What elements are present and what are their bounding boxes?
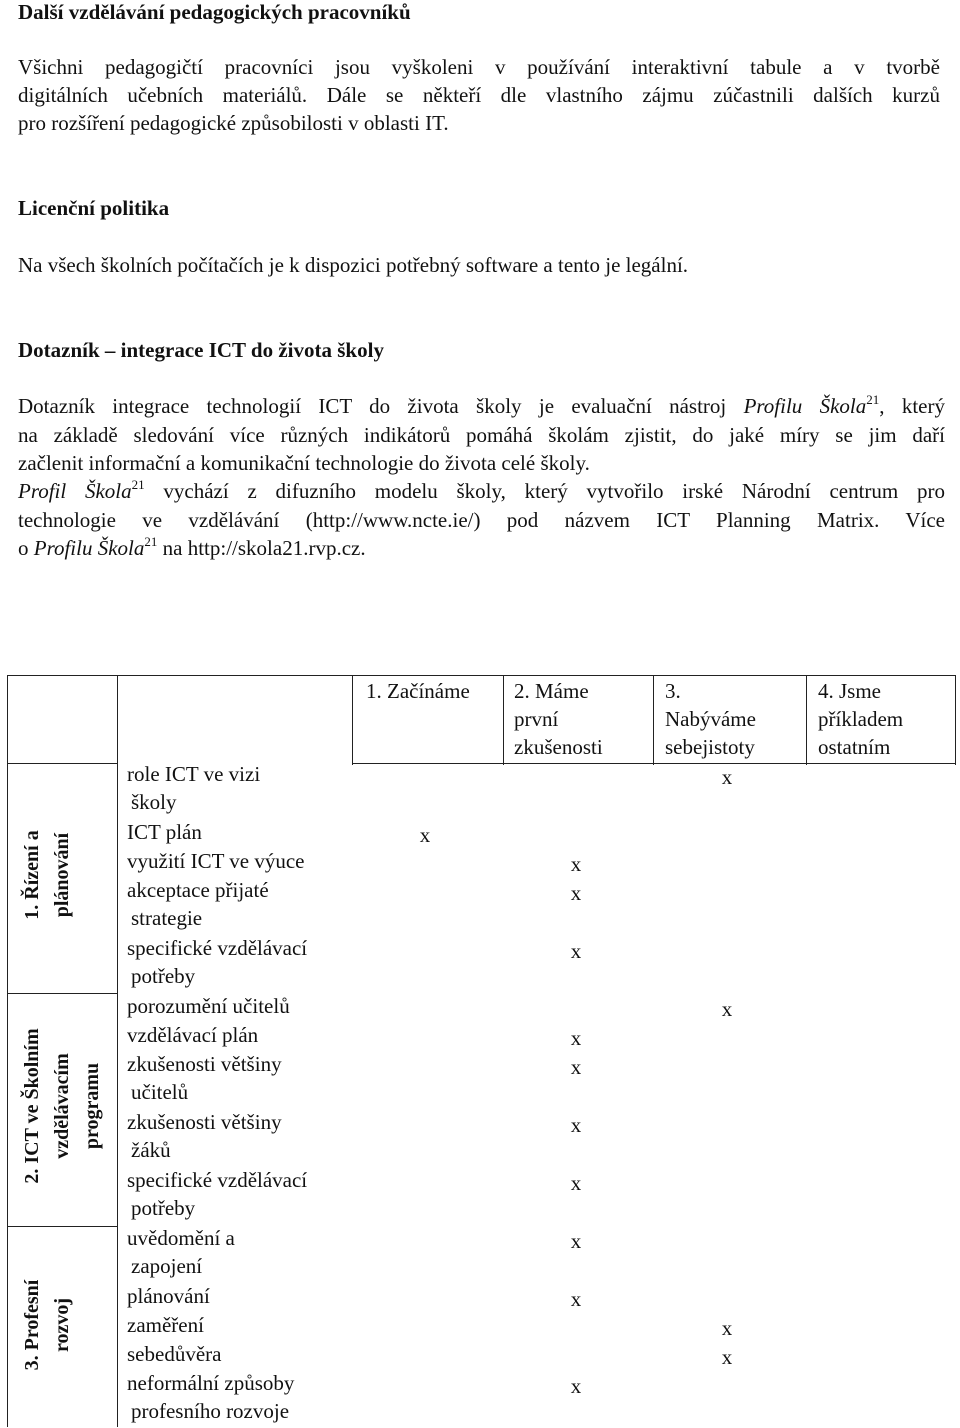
training-text-line1: Všichni pedagogičtí pracovníci jsou vyškoleni v používání interaktivní tabule a v tvorbě: [18, 55, 940, 79]
table-col-divider-4: [806, 675, 807, 765]
stage-4-label-l3: ostatním: [818, 735, 891, 759]
area-3-line2: rozvoj: [51, 1297, 73, 1353]
stage-2-label-l1: 2. Máme: [514, 679, 589, 703]
criterion-line: specifické vzdělávací: [127, 1168, 308, 1192]
area-3-line1: 3. Profesní: [21, 1279, 43, 1371]
stage-3-label-l1: 3.: [665, 679, 681, 703]
stage-mark: x: [419, 823, 431, 847]
training-text-line3: pro rozšíření pedagogické způsobilosti v oblasti IT.: [18, 111, 449, 135]
questionnaire-p1-line2: na základě sledování více různých indikátorů pomáhá školám zjistit, do jaké míry se jim daří: [18, 423, 945, 447]
criterion-line: zkušenosti většiny: [127, 1110, 282, 1134]
profile-name-3: Profilu Škola: [33, 536, 145, 560]
area-2-line3: programu: [81, 1062, 103, 1150]
stage-mark: x: [570, 881, 582, 905]
stage-mark: x: [570, 1374, 582, 1398]
criterion-line: plánování: [127, 1284, 210, 1308]
training-text-line2: digitálních učebních materiálů. Dále se někteří dle vlastního zájmu zúčastnili dalších kurzů: [18, 83, 940, 107]
table-stage-divider: [352, 763, 956, 764]
criterion-line: neformální způsoby: [127, 1371, 295, 1395]
criterion-line: žáků: [131, 1138, 171, 1162]
stage-mark: x: [721, 765, 733, 789]
table-col-divider-2: [503, 675, 504, 765]
table-row: [127, 847, 305, 875]
area-2-line1: 2. ICT ve Školním: [21, 1028, 43, 1184]
criterion-line: potřeby: [131, 964, 196, 988]
questionnaire-p1-line1-a: Dotazník integrace technologií ICT do života školy je evaluační nástroj: [18, 394, 744, 418]
stage-header-4: [818, 677, 903, 761]
criterion-line: školy: [131, 790, 177, 814]
table-row: [127, 1108, 282, 1164]
table-row: [127, 1021, 258, 1049]
criterion-line: role ICT ve vizi: [127, 762, 261, 786]
area-1-line1: 1. Řízení a: [21, 830, 43, 920]
stage-mark: x: [570, 1171, 582, 1195]
questionnaire-p2-line2: technologie ve vzdělávání (http://www.ncte.ie/) pod názvem ICT Planning Matrix. Více: [18, 508, 945, 532]
stage-mark: x: [570, 1287, 582, 1311]
licensing-text: Na všech školních počítačích je k dispozici potřebný software a tento je legální.: [18, 253, 689, 277]
table-row: [127, 1311, 204, 1339]
profile-name: Profilu Škola: [743, 394, 867, 418]
criterion-line: potřeby: [131, 1196, 196, 1220]
questionnaire-p1-line1-b: , který: [879, 394, 945, 418]
stage-1-label: 1. Začínáme: [366, 679, 470, 703]
stage-mark: x: [570, 1229, 582, 1253]
stage-mark: x: [570, 939, 582, 963]
area-label-3: [17, 1230, 77, 1420]
criterion-line: vzdělávací plán: [127, 1023, 259, 1047]
questionnaire-p2-line3-a: o: [18, 536, 34, 560]
criterion-line: zaměření: [127, 1313, 204, 1337]
table-row: [127, 1224, 235, 1280]
criterion-line: akceptace přijaté: [127, 878, 269, 902]
table-row: [127, 992, 290, 1020]
stage-header-3: [665, 677, 756, 761]
table-row: [127, 760, 260, 816]
table-col-divider-1: [352, 675, 353, 765]
stage-4-label-l1: 4. Jsme: [818, 679, 881, 703]
stage-mark: x: [570, 1113, 582, 1137]
stage-mark: x: [570, 1026, 582, 1050]
table-row: [127, 1050, 282, 1106]
stage-header-1: [366, 677, 470, 705]
questionnaire-p2-line1-b: vychází z difuzního modelu školy, který vytvořilo irské Národní centrum pro: [144, 479, 945, 503]
profile-sup-2: 21: [131, 477, 145, 492]
questionnaire-p1-line3: začlenit informační a komunikační technologie do života celé školy.: [18, 451, 590, 475]
table-border-area-criteria: [117, 675, 118, 1427]
stage-mark: x: [721, 1345, 733, 1369]
table-row: [127, 1166, 307, 1222]
heading-training: Další vzdělávání pedagogických pracovníků: [18, 0, 411, 24]
table-border-left: [7, 675, 8, 1427]
table-row: [127, 818, 202, 846]
stage-2-label-l3: zkušenosti: [514, 735, 603, 759]
criterion-line: profesního rozvoje: [131, 1399, 290, 1423]
area-2-line2: vzdělávacím: [51, 1053, 73, 1159]
profile-sup-3: 21: [144, 534, 158, 549]
table-area-divider-2: [7, 1226, 117, 1227]
stage-header-2: [514, 677, 603, 761]
criterion-line: zkušenosti většiny: [127, 1052, 282, 1076]
criterion-line: strategie: [131, 906, 203, 930]
criterion-line: porozumění učitelů: [127, 994, 290, 1018]
heading-questionnaire: Dotazník – integrace ICT do života školy: [18, 338, 384, 362]
table-border-top: [7, 675, 956, 676]
stage-mark: x: [721, 1316, 733, 1340]
table-col-divider-3: [653, 675, 654, 765]
area-label-2: [17, 993, 107, 1219]
table-border-right: [955, 675, 956, 765]
table-row: [127, 876, 269, 932]
area-label-1: [17, 764, 77, 986]
criterion-line: učitelů: [131, 1080, 189, 1104]
criterion-line: sebedůvěra: [127, 1342, 222, 1366]
criterion-line: zapojení: [131, 1254, 203, 1278]
heading-licensing: Licenční politika: [18, 196, 170, 220]
questionnaire-p2-line3-b: na http://skola21.rvp.cz.: [157, 536, 366, 560]
table-row: [127, 1282, 210, 1310]
stage-mark: x: [721, 997, 733, 1021]
profile-sup: 21: [866, 392, 880, 407]
table-row: [127, 1369, 294, 1425]
stage-mark: x: [570, 1055, 582, 1079]
table-row: [127, 934, 307, 990]
stage-3-label-l2: Nabýváme: [665, 707, 756, 731]
criterion-line: specifické vzdělávací: [127, 936, 308, 960]
criterion-line: ICT plán: [127, 820, 202, 844]
table-row: [127, 1340, 221, 1368]
stage-4-label-l2: příkladem: [818, 707, 904, 731]
criterion-line: uvědomění a: [127, 1226, 235, 1250]
stage-2-label-l2: první: [514, 707, 559, 731]
stage-mark: x: [570, 852, 582, 876]
profile-name-2: Profil Škola: [18, 479, 132, 503]
stage-3-label-l3: sebejistoty: [665, 735, 755, 759]
criterion-line: využití ICT ve výuce: [127, 849, 305, 873]
area-1-line2: plánování: [51, 832, 73, 918]
